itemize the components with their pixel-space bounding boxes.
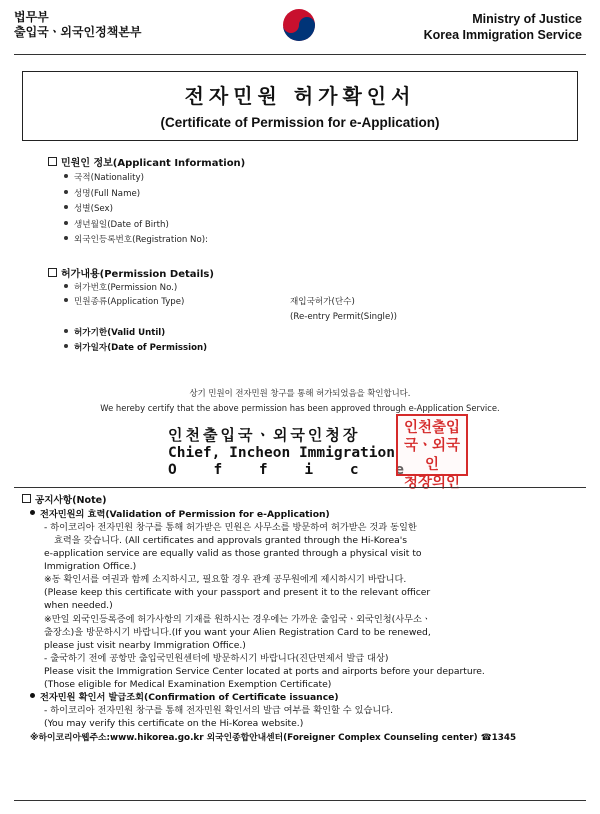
notes-body (30, 508, 578, 745)
checkbox-square-icon (48, 157, 57, 166)
field-registration-no: 외국인등록번호(Registration No): (64, 234, 208, 250)
bullet-icon (30, 510, 35, 515)
note-text: - 출국하기 전에 공항만 출입국민원센터에 방문하시기 바랍니다(진단면제서 발급 대상) (44, 652, 389, 664)
ministry-name-en: Ministry of Justice (472, 12, 582, 26)
field-date-of-permission: 허가일자(Date of Permission) (64, 342, 207, 354)
note-text: (You may verify this certificate on the Hi-Korea website.) (44, 718, 304, 729)
permission-heading: 허가내용(Permission Details) (48, 265, 214, 280)
header-right (424, 12, 582, 43)
certify-text-en: We hereby certify that the above permission has been approved through e-Application Service. (100, 403, 500, 413)
title-box (22, 71, 578, 141)
note-text: - 하이코리아 전자민원 창구를 통해 전자민원 확인서의 발급 여부를 확인할 수 있습니다. (44, 704, 393, 716)
applicant-fields (64, 172, 208, 250)
document-title-en: (Certificate of Permission for e-Application) (160, 115, 440, 130)
bullet-icon (64, 344, 68, 348)
checkbox-square-icon (22, 494, 31, 503)
checkbox-square-icon (48, 268, 57, 277)
certify-text-ko: 상기 민원이 전자민원 창구를 통해 허가되었음을 확인합니다. (189, 388, 411, 398)
note-text: 출장소)을 방문하시기 바랍니다.(If you want your Alien Registration Card to be renewed, (44, 626, 431, 638)
note-text: when needed.) (44, 600, 113, 612)
bullet-icon (64, 284, 68, 288)
chief-title-ko: 인천출입국ㆍ외국인청장 (168, 426, 361, 444)
note-text: (Those eligible for Medical Examination Exemption Certificate) (44, 678, 332, 690)
applicant-heading: 민원인 정보(Applicant Information) (48, 154, 245, 169)
field-valid-until: 허가기한(Valid Until) (64, 327, 165, 339)
note-text: - 하이코리아 전자민원 창구를 통해 허가받은 민원은 사무소를 방문하여 허가받은 것과 동일한 (44, 522, 417, 534)
note-text: Please visit the Immigration Service Center located at ports and airports before your departure. (44, 665, 485, 677)
application-type-value-ko: 재입국허가(단수) (290, 297, 355, 307)
note-text: ※만일 외국인등록증에 허가사항의 기재를 원하시는 경우에는 가까운 출입국ㆍ외국인청(사무소ㆍ (44, 613, 431, 625)
contact-footer: ※하이코리아웹주소:www.hikorea.go.kr 외국인종합안내센터(Foreigner Complex Counseling center) ☎1345 (30, 733, 517, 744)
field-date-of-birth: 생년월일(Date of Birth) (64, 219, 208, 235)
chief-title-en-line1: Chief, Incheon Immigration (168, 445, 395, 461)
service-name-ko: 출입국ㆍ외국인정책본부 (14, 25, 142, 39)
notes-heading: 공지사항(Note) (22, 492, 107, 506)
ministry-name-ko: 법무부 (14, 10, 49, 24)
header-left (14, 10, 142, 40)
field-full-name: 성명(Full Name) (64, 188, 208, 204)
bullet-icon (64, 174, 68, 178)
field-application-type: 민원종류(Application Type) (64, 296, 184, 308)
service-name-en: Korea Immigration Service (423, 27, 582, 42)
bottom-divider (14, 800, 586, 801)
field-permission-no: 허가번호(Permission No.) (64, 282, 177, 294)
chief-title-en-line2: O f f i c e (168, 462, 419, 478)
header-divider (14, 54, 586, 55)
bullet-icon (30, 693, 35, 698)
note-text: 효력을 갖습니다. (All certificates and approvals granted through the Hi-Korea's (54, 535, 408, 547)
note-text: e-application service are equally valid as those granted through a physical visit to (44, 548, 422, 560)
taegeuk-emblem-icon (280, 6, 318, 44)
note-text: Immigration Office.) (44, 561, 137, 573)
field-nationality: 국적(Nationality) (64, 172, 208, 188)
bullet-icon (64, 236, 68, 240)
bullet-icon (64, 221, 68, 225)
field-sex: 성별(Sex) (64, 203, 208, 219)
bullet-icon (64, 329, 68, 333)
bullet-icon (64, 298, 68, 302)
bullet-icon (64, 205, 68, 209)
official-seal-stamp: 인천출입 국ㆍ외국인 청장의인 (396, 414, 468, 476)
notes-divider (14, 487, 586, 488)
note-text: (Please keep this certificate with your passport and present it to the relevant officer (44, 587, 431, 599)
bullet-icon (64, 190, 68, 194)
note-text: ※동 확인서를 여권과 함께 소지하시고, 필요할 경우 관계 공무원에게 제시하시기 바랍니다. (44, 574, 407, 586)
document-title-ko: 전자민원 허가확인서 (184, 84, 416, 108)
note-text: please just visit nearby Immigration Office.) (44, 639, 246, 651)
notes-subheading-validation: 전자민원의 효력(Validation of Permission for e-Application) (30, 508, 578, 521)
notes-subheading-confirmation: 전자민원 확인서 발급조회(Confirmation of Certificate issuance) (30, 691, 578, 704)
application-type-value-en: (Re-entry Permit(Single)) (290, 312, 397, 322)
